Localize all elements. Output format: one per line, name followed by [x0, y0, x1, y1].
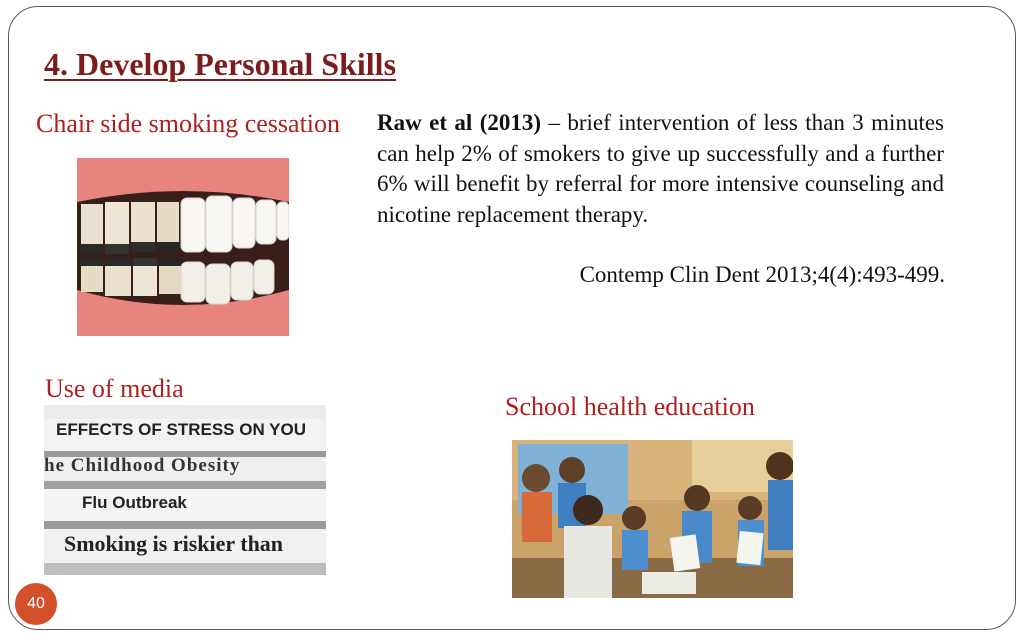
body-lead: Raw et al (2013): [377, 110, 542, 135]
body-paragraph: [377, 108, 944, 230]
body-text: – brief intervention of less than 3 minutes can help 2% of smokers to give up successfully and a further 6% will benefit by referral for more intensive counseling and nicotine replacement therapy.: [377, 110, 944, 227]
slide-title: 4. Develop Personal Skills: [44, 46, 397, 82]
headline-1: EFFECTS OF STRESS ON YOU: [56, 420, 306, 439]
teeth-illustration: [77, 158, 289, 336]
headline-2: he Childhood Obesity: [44, 455, 241, 476]
chair-side-label: Chair side smoking cessation: [36, 109, 341, 138]
classroom-illustration: [512, 440, 793, 598]
headline-3: Flu Outbreak: [82, 493, 187, 512]
school-label: School health education: [505, 392, 755, 421]
media-label: Use of media: [45, 374, 184, 403]
headline-4: Smoking is riskier than: [64, 531, 284, 556]
newspaper-stack-image: [44, 405, 326, 575]
page-number-badge: 40: [15, 583, 57, 625]
school-health-photo: [512, 440, 793, 598]
smoking-teeth-image: [77, 158, 289, 336]
citation: Contemp Clin Dent 2013;4(4):493-499.: [579, 262, 945, 287]
